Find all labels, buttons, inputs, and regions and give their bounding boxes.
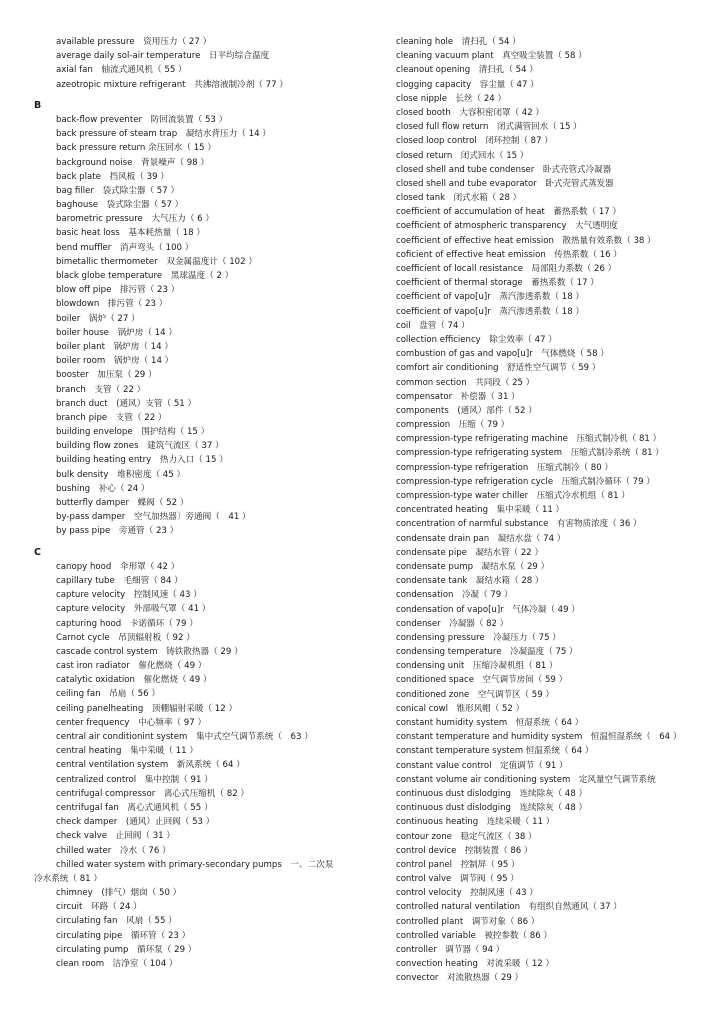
section-letter: C	[34, 546, 41, 558]
glossary-entry: by-pass damper 空气加热器〕旁通阀（ 41 ）	[56, 512, 251, 523]
glossary-entry: central heating 集中采暖（ 11 ）	[56, 746, 198, 757]
glossary-entry: capture velocity 控制风速（ 43 ）	[56, 590, 202, 601]
glossary-entry: branch duct (通风）支管（ 51 ）	[56, 398, 197, 409]
glossary-entry: conditioned zone 空气调节区（ 59 ）	[396, 689, 554, 700]
glossary-entry: condensate pump 凝结水泵（ 29 ）	[396, 561, 550, 572]
glossary-entry: boiler plant 锅炉房（ 14 ）	[56, 341, 173, 352]
glossary-entry: compression-type refrigerating system 压缩式制冷系统（ 81 ）	[396, 448, 664, 459]
glossary-entry: boiler house 锅炉房（ 14 ）	[56, 327, 177, 338]
glossary-entry: concentration of narmful substance 有害物质浓度（ 36 ）	[396, 519, 642, 530]
section-gap	[34, 92, 364, 99]
glossary-entry: cascade control system 铸铁散热器（ 29 ）	[56, 646, 243, 657]
glossary-entry: close nipple 长丝（ 24 ）	[396, 93, 506, 104]
glossary-entry: blow off pipe 排污管（ 23 ）	[56, 285, 180, 296]
glossary-entry: cleanout opening 清扫孔（ 54 ）	[396, 65, 538, 76]
glossary-entry: center frequency 中心频率（ 97 ）	[56, 717, 207, 728]
glossary-entry: compression 压缩（ 79 ）	[396, 420, 510, 431]
glossary-entry: back plate 挡风板（ 39 ）	[56, 171, 169, 182]
glossary-entry: cleaning hole 清扫孔（ 54 ）	[396, 37, 521, 47]
glossary-entry: check damper (通风）止回阀（ 53 ）	[56, 817, 215, 828]
glossary-entry: building flow zones 建筑气流区（ 37 ）	[56, 441, 224, 452]
glossary-entry-continuation: 冷水系统（ 81 ）	[34, 873, 102, 884]
glossary-entry: controlled variable 被控参数（ 86 ）	[396, 930, 552, 941]
glossary-entry: continuous dust dislodging 连续除灰（ 48 ）	[396, 803, 588, 814]
glossary-entry: back-flow preventer 防回流装置（ 53 ）	[56, 114, 228, 125]
glossary-entry: branch 支管（ 22 ）	[56, 384, 146, 395]
glossary-entry: back pressure of steam trap 凝结水背压力（ 14 ）	[56, 129, 271, 140]
glossary-entry: controller 调节器（ 94 ）	[396, 945, 505, 955]
glossary-entry: conditioned space 空气调节房间（ 59 ）	[396, 675, 568, 686]
glossary-entry: barometric pressure 大气压力（ 6 ）	[56, 214, 214, 225]
glossary-entry: convector 对流散热器（ 29 ）	[396, 973, 524, 984]
glossary-entry: condensate tank 凝结水箱（ 28 ）	[396, 576, 544, 587]
glossary-entry: condensing temperature 冷凝温度（ 75 ）	[396, 647, 578, 658]
glossary-entry: condensing pressure 冷凝压力（ 75 ）	[396, 632, 561, 643]
glossary-entry: concentrated heating 集中采暖（ 11 ）	[396, 505, 565, 516]
glossary-entry: canopy hood 伞形罩（ 42 ）	[56, 561, 180, 572]
glossary-entry: chimney (排气）烟囱（ 50 ）	[56, 888, 182, 899]
glossary-entry: clogging capacity 容尘量（ 47 ）	[396, 79, 539, 90]
glossary-entry: bag filler 袋式除尘器（ 57 ）	[56, 185, 180, 196]
glossary-entry: common section 共同段（ 25 ）	[396, 377, 535, 388]
glossary-entry: comfort air conditioning 舒适性空气调节（ 59 ）	[396, 363, 601, 374]
glossary-entry: boiler 锅炉（ 27 ）	[56, 313, 140, 324]
glossary-entry: check valve 止回阀（ 31 ）	[56, 831, 175, 842]
glossary-entry: compression-type refrigerating machine 压缩式制冷机（ 81 ）	[396, 434, 662, 445]
glossary-entry: butterfly damper 蝶阀（ 52 ）	[56, 498, 189, 508]
glossary-entry: central ventilation system 新风系统（ 64 ）	[56, 760, 245, 771]
glossary-entry: constant value control 定值调节（ 91 ）	[396, 760, 568, 771]
glossary-entry: basic heat loss 基本耗热量（ 18 ）	[56, 228, 205, 239]
glossary-entry: compression-type refrigeration cycle 压缩式制冷循环（ 79 ）	[396, 476, 655, 487]
glossary-entry: capturing hood 卡诺循环（ 79 ）	[56, 618, 198, 629]
glossary-entry: closed full flow return 闭式满管回水（ 15 ）	[396, 122, 582, 133]
glossary-entry: central air conditionint system 集中式空气调节系统（ 63 ）	[56, 732, 313, 742]
glossary-entry: circuit 环路（ 24 ）	[56, 902, 142, 913]
glossary-entry: convection heating 对流采暖（ 12 ）	[396, 959, 554, 970]
glossary-entry: capture velocity 外部吸气罩（ 41 ）	[56, 604, 211, 615]
glossary-entry: building heating entry 热力入口（ 15 ）	[56, 455, 228, 466]
glossary-entry: circulating pump 循环泵（ 29 ）	[56, 944, 197, 955]
glossary-entry: background noise 背景噪声（ 98 ）	[56, 157, 209, 168]
glossary-entry: contour zone 稳定气流区（ 38 ）	[396, 831, 537, 842]
glossary-entry: coefficient of accumulation of heat 蓄热系数（ 17 ）	[396, 207, 621, 218]
glossary-entry: bulk density 堆积密度（ 45 ）	[56, 469, 186, 480]
glossary-entry: catalytic oxidation 催化燃烧（ 49 ）	[56, 675, 212, 686]
glossary-entry: coefficient of locall resistance 局部阻力系数（ 26 ）	[396, 264, 617, 274]
glossary-entry: ceiling fan 吊扇（ 56 ）	[56, 689, 160, 700]
glossary-entry: condensate pipe 凝结水管（ 22 ）	[396, 547, 544, 558]
glossary-entry: clean room 洁净室（ 104 ）	[56, 959, 178, 969]
glossary-entry: closed shell and tube evaporator 卧式壳管式蒸发器	[396, 178, 614, 189]
glossary-entry: coil 盘管（ 74 ）	[396, 320, 470, 331]
glossary-entry: by pass pipe 旁通管（ 23 ）	[56, 526, 179, 537]
glossary-entry: constant volume air conditioning system 定风量空气调节系统	[396, 774, 656, 785]
glossary-entry: circulating fan 风扇（ 55 ）	[56, 916, 177, 927]
glossary-entry: building envelope 围护结构（ 15 ）	[56, 427, 210, 438]
left-column	[34, 35, 364, 971]
glossary-entry: back pressure return 余压回水（ 15 ）	[56, 143, 216, 154]
glossary-entry: boiler room 锅炉房（ 14 ）	[56, 356, 174, 367]
section-letter: B	[34, 99, 42, 111]
glossary-entry: centralized control 集中控制（ 91 ）	[56, 774, 213, 785]
glossary-entry: closed shell and tube condenser 卧式壳管式冷凝器	[396, 164, 612, 175]
glossary-entry: baghouse 袋式除尘器（ 57 ）	[56, 200, 184, 211]
glossary-entry: continuous heating 连续采暖（ 11 ）	[396, 817, 555, 828]
glossary-entry: coefficient of effective heat emission 散热量有效系数（ 38 ）	[396, 235, 656, 246]
glossary-entry: control valve 调节阀（ 95 ）	[396, 874, 519, 885]
glossary-entry: coefficient of vapo[u]r 蒸汽渗透系数（ 18 ）	[396, 306, 584, 317]
glossary-entry: blowdown 排污管（ 23 ）	[56, 299, 168, 310]
glossary-entry: compression-type refrigeration 压缩式制冷（ 80 ）	[396, 462, 613, 473]
glossary-entry: condensation 冷凝（ 79 ）	[396, 590, 513, 601]
glossary-entry: azeotropic mixture refrigerant 共沸溶液制冷剂（ 77 ）	[56, 79, 288, 90]
glossary-entry: cleaning vacuum plant 真空吸尘装置（ 58 ）	[396, 51, 587, 62]
glossary-entry: condensate drain pan 凝结水盘（ 74 ）	[396, 533, 566, 544]
glossary-entry: coefficient of vapo[u]r 蒸汽渗透系数（ 18 ）	[396, 292, 584, 303]
glossary-entry: constant humidity system 恒湿系统（ 64 ）	[396, 718, 584, 728]
glossary-entry: closed return 闭式回水（ 15 ）	[396, 150, 529, 161]
glossary-entry: average daily sol-air temperature 日平均综合温度	[56, 51, 270, 62]
glossary-entry: control velocity 控制风速（ 43 ）	[396, 888, 538, 899]
glossary-entry: booster 加压泵（ 29 ）	[56, 370, 157, 381]
glossary-entry: coefficient of atmospheric transparency 大气透明度	[396, 221, 618, 232]
glossary-entry: circulating pipe 循环管（ 23 ）	[56, 930, 191, 941]
glossary-entry: controlled natural ventilation 有组织自然通风（ 37 ）	[396, 902, 622, 913]
glossary-entry: constant temperature system 恒温系统（ 64 ）	[396, 746, 594, 757]
glossary-entry: coefficient of thermal storage 蓄热系数（ 17 ）	[396, 278, 599, 289]
right-column	[396, 35, 716, 986]
glossary-entry: cast iron radiator 催化燃烧（ 49 ）	[56, 661, 207, 672]
glossary-entry: components (通风）部件（ 52 ）	[396, 405, 537, 416]
glossary-entry: chilled water 冷水（ 76 ）	[56, 845, 171, 856]
glossary-entry: conical cowl 锥形风帽（ 52 ）	[396, 703, 525, 714]
glossary-entry: centrifugal compressor 离心式压缩机（ 82 ）	[56, 788, 249, 799]
glossary-entry: available pressure 资用压力（ 27 ）	[56, 37, 212, 47]
glossary-entry: Carnot cycle 吊顶辐射板（ 92 ）	[56, 632, 195, 643]
glossary-entry: coficient of effective heat emission 传热系数（ 16 ）	[396, 249, 622, 260]
glossary-entry: closed booth 大容积密闭罩（ 42 ）	[396, 107, 544, 118]
glossary-entry: capillary tube 毛细管（ 84 ）	[56, 575, 183, 586]
glossary-entry: bend muffler 消声弯头（ 100 ）	[56, 242, 194, 253]
glossary-entry: ceiling panelheating 顶棚辐射采暖（ 12 ）	[56, 703, 238, 714]
glossary-entry: combustion of gas and vapo[u]r 气体燃烧（ 58 ）	[396, 349, 609, 360]
glossary-entry: continuous dust dislodging 连续除灰（ 48 ）	[396, 788, 588, 799]
glossary-entry: closed tank 闭式水箱（ 28 ）	[396, 193, 522, 204]
glossary-entry: constant temperature and humidity system 恒温恒湿系统（ 64 ）	[396, 732, 682, 743]
glossary-entry: condensation of vapo[u]r 气体冷凝（ 49 ）	[396, 604, 580, 615]
glossary-entry: controlled plant 调节对象（ 86 ）	[396, 916, 540, 927]
glossary-entry: branch pipe 支管（ 22 ）	[56, 412, 167, 423]
glossary-entry: compensator 补偿器（ 31 ）	[396, 391, 520, 402]
glossary-entry: condenser 冷凝器（ 82 ）	[396, 618, 509, 629]
glossary-entry: bushing 补心（ 24 ）	[56, 483, 150, 494]
glossary-entry: condensing unit 压缩冷凝机组（ 81 ）	[396, 661, 558, 672]
glossary-entry: chilled water system with primary-secondary pumps 一、二次泵	[56, 859, 334, 870]
glossary-entry: compression-type water chiller 压缩式冷水机组（ 81 ）	[396, 491, 630, 501]
glossary-entry: closed loop control 闭环控制（ 87 ）	[396, 136, 553, 147]
glossary-entry: axial fan 轴流式通风机（ 55 ）	[56, 65, 187, 76]
glossary-entry: bimetallic thermometer 双金属温度计（ 102 ）	[56, 256, 257, 267]
glossary-entry: control device 控制装置（ 86 ）	[396, 845, 533, 856]
section-gap	[34, 539, 364, 546]
glossary-entry: collection efficiency 除尘效率（ 47 ）	[396, 334, 557, 345]
glossary-entry: black globe temperature 黑球温度（ 2 ）	[56, 271, 234, 281]
glossary-entry: centrifugal fan 离心式通风机（ 55 ）	[56, 802, 213, 813]
glossary-entry: control panel 控制屏（ 95 ）	[396, 859, 520, 870]
